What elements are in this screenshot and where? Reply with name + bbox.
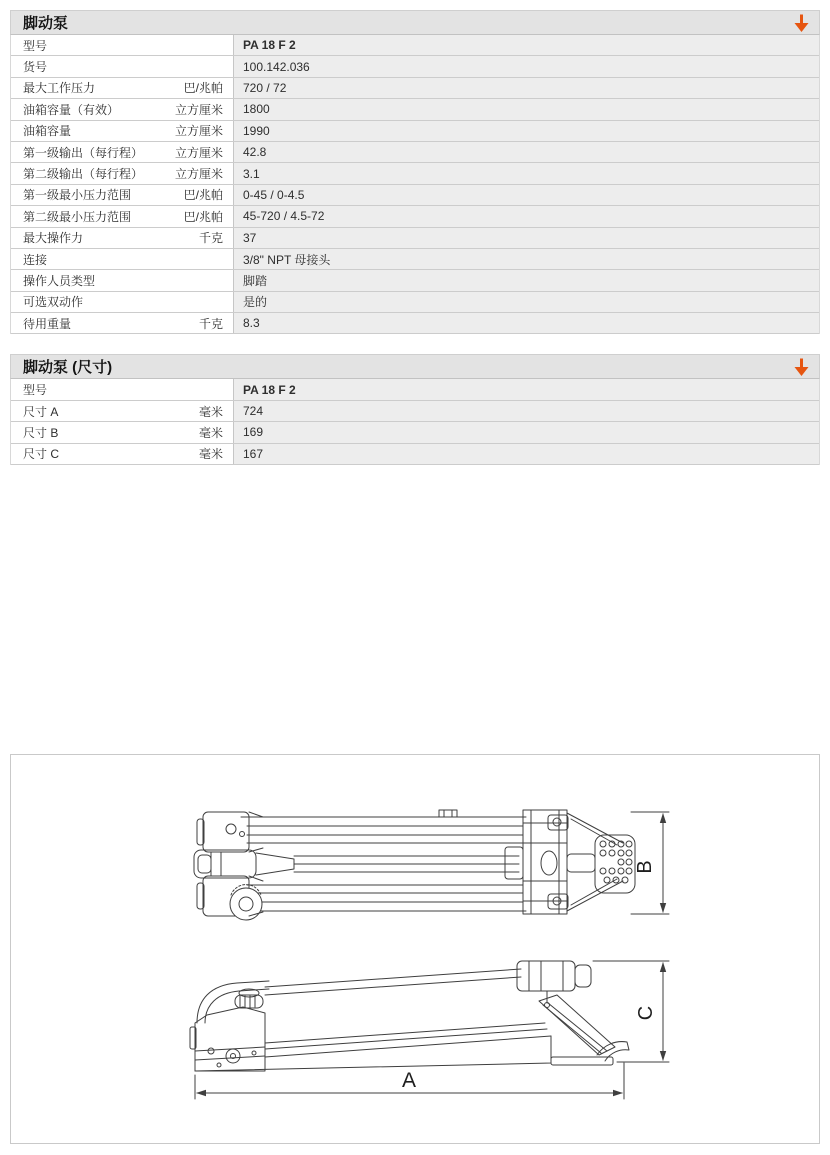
- spec-value: 169: [243, 425, 264, 440]
- spec-label: 最大操作力: [23, 231, 84, 246]
- spec-label: 尺寸 C: [23, 447, 60, 462]
- table-row: [11, 142, 819, 163]
- table-header: [10, 354, 820, 379]
- spec-value-cell: [234, 206, 819, 226]
- table-row: [11, 313, 819, 334]
- table-row: [11, 121, 819, 142]
- table-title: 脚动泵: [23, 15, 69, 32]
- spec-value-cell: [234, 379, 819, 399]
- spec-unit: 巴/兆帕: [183, 81, 223, 96]
- spec-label-cell: [11, 379, 234, 399]
- spec-unit: 巴/兆帕: [183, 209, 223, 224]
- spec-value-cell: [234, 292, 819, 312]
- side-view-drawing: [190, 961, 669, 1099]
- spec-value: 720 / 72: [243, 80, 287, 95]
- spec-value-cell: [234, 444, 819, 464]
- spec-label: 可选双动作: [23, 295, 84, 310]
- spec-value-cell: [234, 35, 819, 55]
- spec-rows: [10, 35, 820, 334]
- spec-label: 最大工作压力: [23, 81, 96, 96]
- spec-label-cell: [11, 163, 234, 183]
- spec-label: 操作人员类型: [23, 273, 96, 288]
- spec-value: 是的: [243, 295, 268, 310]
- spec-value: 3.1: [243, 166, 260, 181]
- spec-value: 8.3: [243, 316, 260, 331]
- table-row: [11, 422, 819, 443]
- dimension-label-c: C: [635, 1005, 657, 1021]
- spec-value: 724: [243, 404, 264, 419]
- spec-value: PA 18 F 2: [243, 382, 296, 397]
- spec-label-cell: [11, 313, 234, 333]
- spec-label: 油箱容量（有效）: [23, 102, 120, 117]
- spec-label-cell: [11, 228, 234, 248]
- table-row: [11, 163, 819, 184]
- spec-label: 型号: [23, 383, 48, 398]
- download-arrow-icon[interactable]: [793, 13, 810, 33]
- spec-unit: 千克: [198, 231, 223, 246]
- spec-unit: 毫米: [198, 425, 223, 440]
- table-row: [11, 444, 819, 465]
- spec-unit: 毫米: [198, 404, 223, 419]
- spec-label: 尺寸 B: [23, 425, 59, 440]
- spec-unit: 毫米: [198, 447, 223, 462]
- download-arrow-icon[interactable]: [793, 357, 810, 377]
- table-row: [11, 56, 819, 77]
- pedal-grip-holes: [600, 841, 632, 883]
- spec-table-specifications: [10, 10, 820, 334]
- spec-label-cell: [11, 422, 234, 442]
- spec-value-cell: [234, 185, 819, 205]
- spec-label: 待用重量: [23, 316, 72, 331]
- spec-label-cell: [11, 249, 234, 269]
- spec-unit: 立方厘米: [174, 167, 223, 182]
- table-title: 脚动泵 (尺寸): [23, 359, 113, 377]
- spec-value-cell: [234, 249, 819, 269]
- pump-technical-drawing: [11, 755, 819, 1143]
- spec-label: 油箱容量: [23, 124, 72, 139]
- dimension-label-a: A: [401, 1069, 417, 1093]
- spec-value-cell: [234, 163, 819, 183]
- spec-value: PA 18 F 2: [243, 38, 296, 53]
- spec-value: 脚踏: [243, 273, 268, 288]
- table-row: [11, 379, 819, 400]
- technical-drawing-panel: [10, 754, 820, 1144]
- spec-label-cell: [11, 444, 234, 464]
- spec-value-cell: [234, 56, 819, 76]
- table-row: [11, 185, 819, 206]
- spec-label-cell: [11, 121, 234, 141]
- spec-value: 37: [243, 230, 257, 245]
- spec-label-cell: [11, 292, 234, 312]
- spec-value-cell: [234, 121, 819, 141]
- table-row: [11, 206, 819, 227]
- spec-value: 42.8: [243, 145, 267, 160]
- spec-value: 0-45 / 0-4.5: [243, 187, 305, 202]
- spec-label-cell: [11, 35, 234, 55]
- spec-value-cell: [234, 142, 819, 162]
- spec-unit: 立方厘米: [174, 102, 223, 117]
- spec-value: 3/8" NPT 母接头: [243, 252, 331, 267]
- spec-value: 1800: [243, 102, 270, 117]
- spec-value: 1990: [243, 123, 270, 138]
- table-row: [11, 78, 819, 99]
- spec-value-cell: [234, 78, 819, 98]
- spec-label: 尺寸 A: [23, 404, 59, 419]
- spec-value: 167: [243, 446, 264, 461]
- spec-label-cell: [11, 185, 234, 205]
- spec-label: 型号: [23, 38, 48, 53]
- table-row: [11, 292, 819, 313]
- spec-value-cell: [234, 401, 819, 421]
- spec-unit: 千克: [198, 316, 223, 331]
- spec-value: 45-720 / 4.5-72: [243, 209, 325, 224]
- spec-value-cell: [234, 422, 819, 442]
- spec-label-cell: [11, 206, 234, 226]
- spec-label-cell: [11, 78, 234, 98]
- table-row: [11, 228, 819, 249]
- spec-value-cell: [234, 99, 819, 119]
- spec-label-cell: [11, 142, 234, 162]
- spec-value-cell: [234, 270, 819, 290]
- spec-label-cell: [11, 270, 234, 290]
- spec-value-cell: [234, 313, 819, 333]
- table-row: [11, 99, 819, 120]
- spec-label-cell: [11, 401, 234, 421]
- table-row: [11, 270, 819, 291]
- spec-unit: 立方厘米: [174, 145, 223, 160]
- spec-label: 第二级最小压力范围: [23, 209, 132, 224]
- spec-unit: 立方厘米: [174, 124, 223, 139]
- spec-unit: 巴/兆帕: [183, 188, 223, 203]
- spec-label-cell: [11, 56, 234, 76]
- spec-label: 第一级最小压力范围: [23, 188, 132, 203]
- spec-value-cell: [234, 228, 819, 248]
- table-row: [11, 401, 819, 422]
- table-row: [11, 249, 819, 270]
- table-row: [11, 35, 819, 56]
- spec-label: 第一级输出（每行程）: [23, 145, 144, 160]
- spec-label: 第二级输出（每行程）: [23, 167, 144, 182]
- spec-value: 100.142.036: [243, 59, 310, 74]
- table-header: [10, 10, 820, 35]
- dimension-label-b: B: [634, 860, 656, 874]
- spec-label: 连接: [23, 252, 48, 267]
- spec-label-cell: [11, 99, 234, 119]
- top-view-drawing: [194, 810, 669, 920]
- spec-label: 货号: [23, 60, 48, 75]
- spec-table-dimensions: [10, 354, 820, 465]
- spec-rows: [10, 379, 820, 465]
